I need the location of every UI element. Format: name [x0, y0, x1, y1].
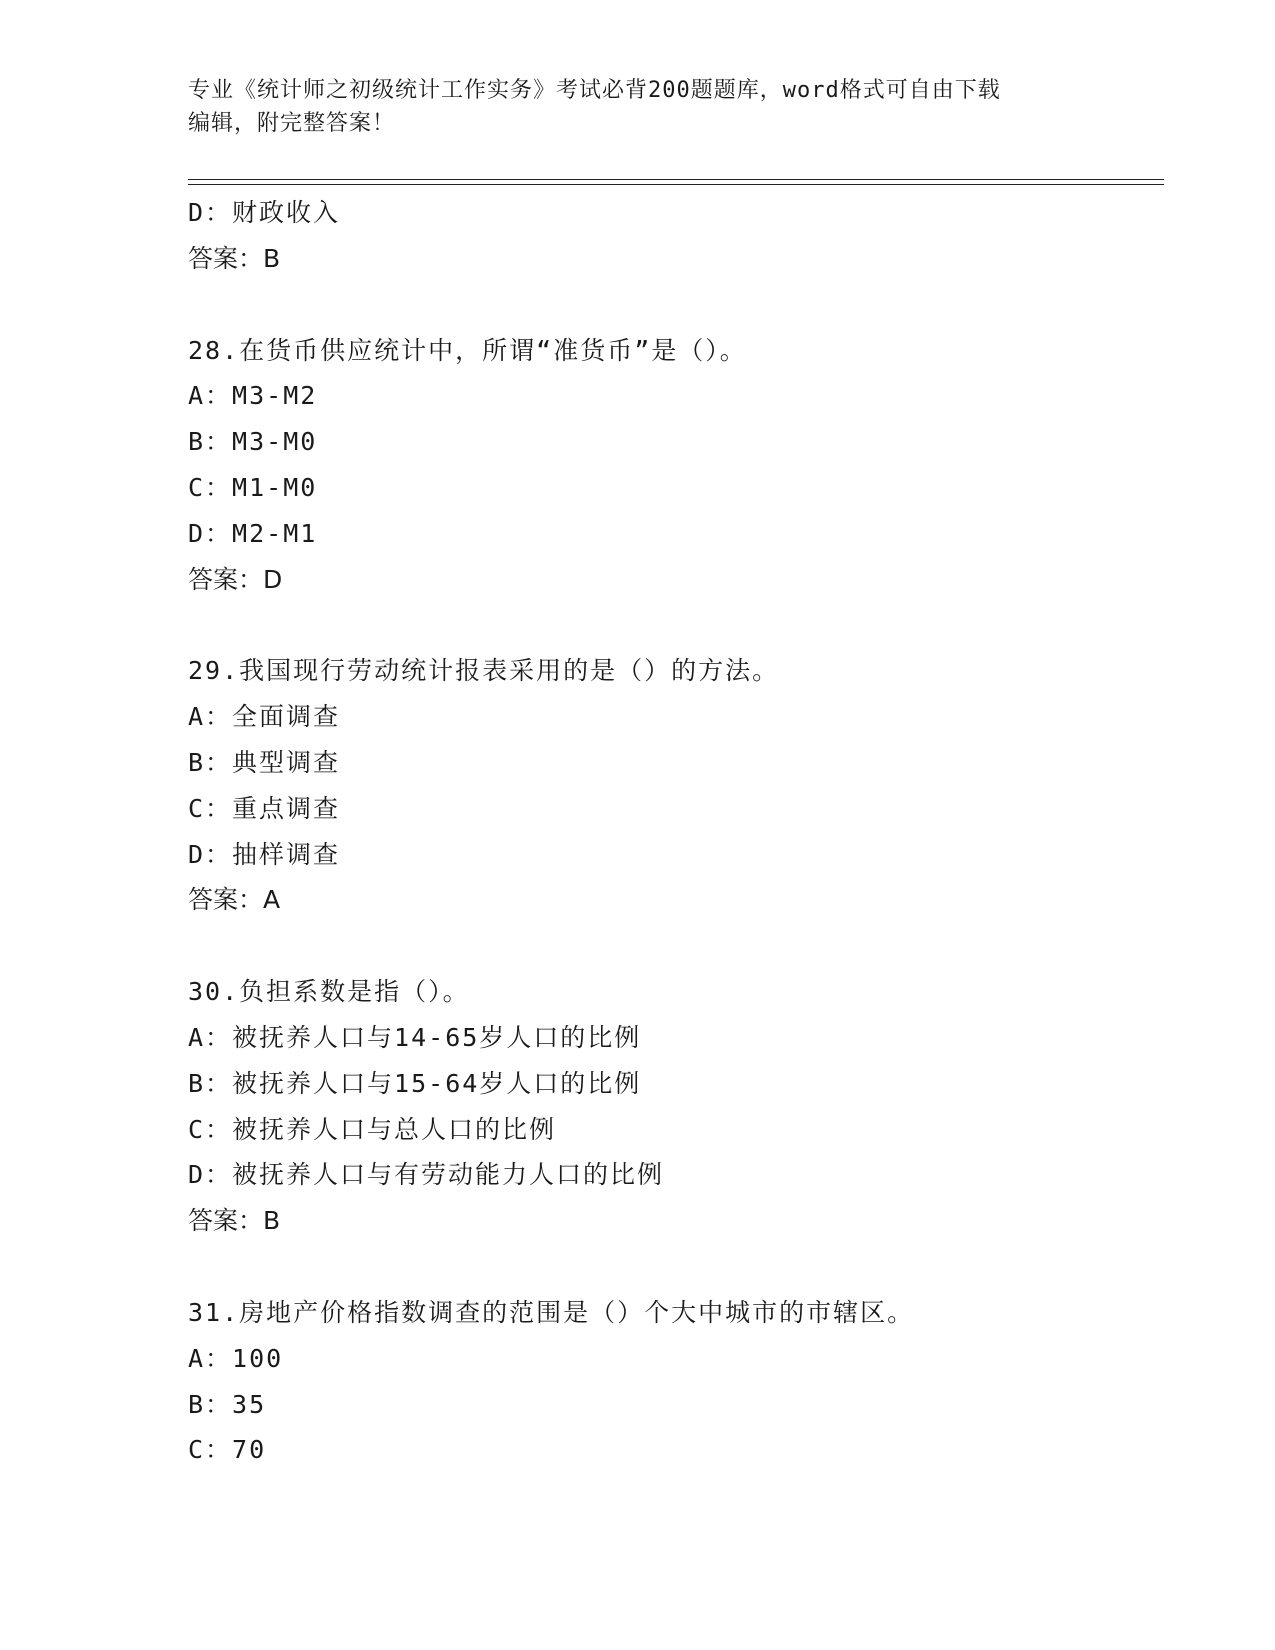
block-spacer	[188, 923, 1168, 969]
option-d: D：抽样调查	[188, 839, 341, 869]
option-c: C：M1-M0	[188, 472, 318, 502]
option-b: B：被抚养人口与15-64岁人口的比例	[188, 1068, 642, 1098]
option-a: A：100	[188, 1343, 284, 1373]
block-spacer	[188, 602, 1168, 648]
question-text: 30.负担系数是指（）。	[188, 977, 470, 1007]
question-list	[188, 190, 1168, 1473]
answer-line: 答案：A	[188, 885, 281, 915]
block-spacer	[188, 1244, 1168, 1290]
option-c: C：重点调查	[188, 793, 341, 823]
answer-line: 答案：B	[188, 243, 281, 273]
option-b: B：M3-M0	[188, 427, 318, 457]
option-c: C：被抚养人口与总人口的比例	[188, 1114, 557, 1144]
block-spacer	[188, 282, 1168, 328]
header-title-line-1: 专业《统计师之初级统计工作实务》考试必背200题题库，word格式可自由下载	[188, 78, 1001, 103]
option-b: B：35	[188, 1389, 267, 1419]
question-block	[188, 190, 1168, 282]
header-title-line-2: 编辑，附完整答案！	[188, 111, 396, 136]
question-text: 29.我国现行劳动统计报表采用的是（）的方法。	[188, 656, 780, 686]
document-header	[188, 74, 1088, 140]
option-d: D：M2-M1	[188, 518, 318, 548]
option-a: A：M3-M2	[188, 381, 318, 411]
question-text: 28.在货币供应统计中，所谓“准货币”是（）。	[188, 335, 747, 365]
question-text: 31.房地产价格指数调查的范围是（）个大中城市的市辖区。	[188, 1297, 915, 1327]
question-block	[188, 969, 1168, 1244]
option-d: D：财政收入	[188, 198, 341, 227]
answer-line: 答案：D	[188, 564, 283, 594]
question-block	[188, 648, 1168, 923]
question-block	[188, 1290, 1168, 1473]
answer-line: 答案：B	[188, 1206, 281, 1236]
option-d: D：被抚养人口与有劳动能力人口的比例	[188, 1160, 665, 1190]
question-block	[188, 328, 1168, 603]
option-a: A：全面调查	[188, 702, 341, 732]
option-c: C：70	[188, 1435, 267, 1465]
header-divider-bottom	[188, 184, 1164, 185]
header-divider-top	[188, 179, 1164, 180]
option-b: B：典型调查	[188, 747, 341, 777]
option-a: A：被抚养人口与14-65岁人口的比例	[188, 1022, 642, 1052]
